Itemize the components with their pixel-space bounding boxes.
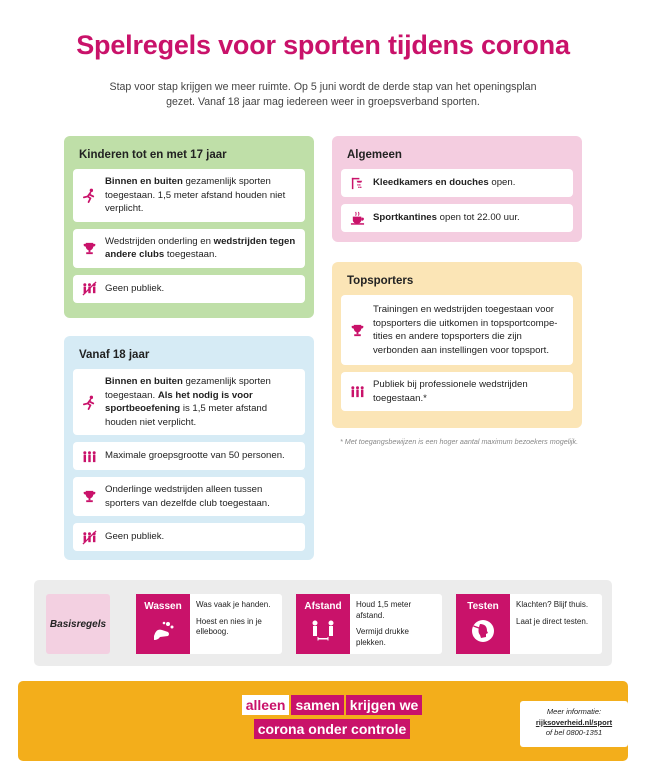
info-box [520,701,628,747]
kids-title: Kinderen tot en met 17 jaar [79,149,227,161]
rule-distance-line1: Houd 1,5 meter afstand. [356,600,412,620]
basic-rules-bar [34,580,612,666]
rule-wash-line1: Was vaak je handen. [196,600,271,609]
basic-rules-label: Basisregels [46,594,110,654]
rule-distance [296,594,442,654]
rule-distance-badge [296,594,350,654]
general-showers-text: open. [488,177,516,189]
top-card-audience [341,372,573,411]
handwash-icon [150,618,176,644]
top-panel [332,262,582,428]
kids-card-sport [73,169,305,222]
footnote: * Met toegangsbewijzen is een hoger aantal maximum bezoekers mogelijk. [340,437,579,446]
rule-test-line1: Klachten? Blijf thuis. [516,600,589,609]
runner-icon [81,394,97,410]
adults-title: Vanaf 18 jaar [79,349,150,361]
trophy-icon [349,322,365,338]
rule-test-label: Testen [467,601,499,612]
adults-card-group [73,442,305,470]
adults-sport-text1: gezamenlijk sporten toegestaan. [105,376,271,401]
top-training-text: Trainingen en wedstrijden toegestaan voor topsporters die uitkomen in topsportcompe-tities en andere topsporters die zijn verbonden aan instellingen voor topsport. [373,304,558,356]
adults-sport-bold2: Als het nodig is voor sportbeoefening [105,389,253,414]
kids-card-matches [73,229,305,268]
adults-card-audience [73,523,305,551]
adults-group-text: Maximale groepsgrootte van 50 personen. [105,450,285,462]
adults-sport-text2: is 1,5 meter afstand houden niet verplicht. [105,403,268,428]
cup-icon [349,210,365,226]
adults-card-sport [73,369,305,435]
trophy-icon [81,240,97,256]
slogan-word-1: alleen [242,695,290,715]
slogan-word-2: samen [291,695,343,715]
general-canteen-text: open tot 22.00 uur. [436,212,520,224]
distance-icon [310,618,336,644]
kids-matches-bold: wedstrijden tegen andere clubs [105,235,296,260]
general-canteen-bold: Sportkantines [373,212,437,224]
rule-distance-line2: Vermijd drukke plekken. [356,627,409,647]
page-title: Spelregels voor sporten tijdens corona [76,30,570,60]
kids-card-audience [73,275,305,303]
kids-matches-text1: Wedstrijden onderling en [105,235,214,247]
adults-panel [64,336,314,560]
adults-audience-text: Geen publiek. [105,531,165,543]
kids-matches-text2: toegestaan. [164,249,217,260]
rule-wash-line2: Hoest en nies in je elleboog. [196,616,262,636]
no-audience-icon [81,529,97,545]
top-card-training [341,295,573,365]
runner-icon [81,187,97,203]
kids-audience-text: Geen publiek. [105,282,165,294]
slogan-banner [18,681,628,761]
rule-test [456,594,602,654]
slogan [224,695,440,743]
kids-panel [64,136,314,318]
general-card-canteen [341,204,573,232]
general-title: Algemeen [347,149,402,161]
rule-wash-badge [136,594,190,654]
adults-card-matches [73,477,305,516]
info-phone: of bel 0800-1351 [545,728,603,737]
audience-icon [349,384,365,400]
kids-sport-text: gezamenlijk sporten toegestaan. 1,5 meter afstand houden niet verplicht. [105,176,286,214]
adults-sport-bold1: Binnen en buiten [105,376,183,387]
adults-matches-text: Onderlinge wedstrijden alleen tussen sporters van dezelfde club toegestaan. [105,484,270,509]
rule-wash [136,594,282,654]
top-title: Topsporters [347,275,414,287]
group-icon [81,448,97,464]
shower-icon [349,175,365,191]
rule-distance-label: Afstand [304,601,342,612]
slogan-word-3: krijgen we [346,695,422,715]
intro-text: Stap voor stap krijgen we meer ruimte. Op 5 juni wordt de derde stap van het openingsplan gezet. Vanaf 18 jaar mag iedereen weer in groepsverband sporten. [109,81,537,108]
general-showers-bold: Kleedkamers en douches [373,177,489,189]
rule-test-badge [456,594,510,654]
top-audience-text: Publiek bij professionele wedstrijden toegestaan.* [373,379,528,404]
info-url-link[interactable]: rijksoverheid.nl/sport [535,717,613,727]
kids-sport-bold: Binnen en buiten [105,176,183,187]
test-icon [470,618,496,644]
general-panel [332,136,582,242]
rule-test-line2: Laat je direct testen. [516,616,589,626]
rule-wash-label: Wassen [144,601,182,612]
general-card-showers [341,169,573,197]
info-label: Meer informatie: [546,707,602,716]
no-audience-icon [81,281,97,297]
slogan-word-4: corona onder controle [254,719,411,739]
trophy-icon [81,489,97,505]
